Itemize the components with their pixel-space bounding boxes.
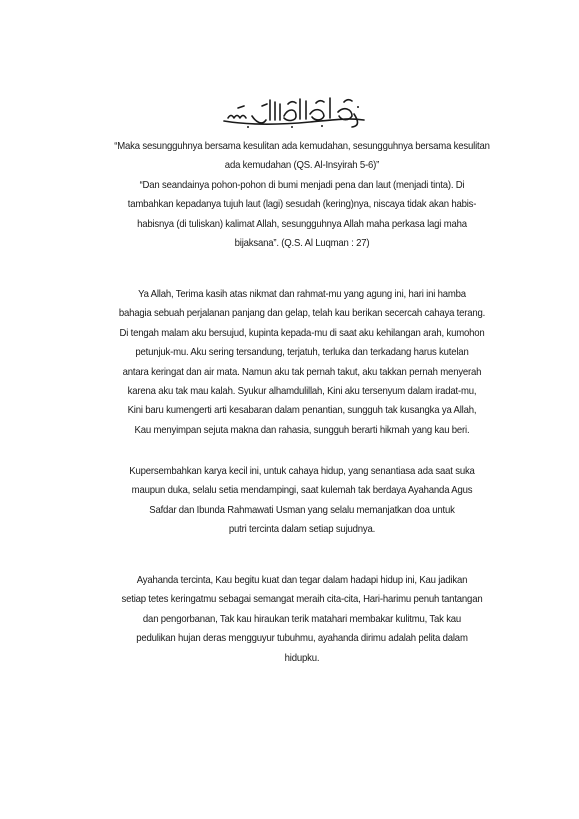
basmala-calligraphy-icon (218, 94, 368, 132)
quote-line: bijaksana”. (Q.S. Al Luqman : 27) (234, 238, 370, 250)
paragraph-line: maupun duka, selalu setia mendampingi, saat kulemah tak berdaya Ayahanda Agus (131, 485, 473, 497)
paragraph-line: antara keringat dan air mata. Namun aku tak pernah takut, aku takkan pernah menyerah (122, 366, 482, 378)
paragraph-line: Kau menyimpan sejuta makna dan rahasia, sungguh berarti hikmah yang kau beri. (134, 424, 470, 436)
paragraph-line: putri tercinta dalam setiap sujudnya. (228, 524, 376, 536)
paragraph-line: pedulikan hujan deras mengguyur tubuhmu, ayahanda dirimu adalah pelita dalam (136, 633, 468, 645)
paragraph-line: hidupku. (284, 652, 320, 664)
paragraph-line: karena aku tak mau kalah. Syukur alhamdulillah, Kini aku tersenyum dalam iradat-mu, (127, 386, 477, 398)
paragraph-line: Safdar dan Ibunda Rahmawati Usman yang selalu memanjatkan doa untuk (149, 504, 455, 516)
paragraph-line: setiap tetes keringatmu sebagai semangat meraih cita-cita, Hari-harimu penuh tantangan (121, 594, 483, 606)
paragraph-gratitude (109, 285, 495, 440)
paragraph-line: Kini baru kumengerti arti kesabaran dalam penantian, sungguh tak kusangka ya Allah, (127, 405, 477, 417)
quote-line: “Dan seandainya pohon-pohon di bumi menjadi pena dan laut (menjadi tinta). Di (139, 179, 465, 191)
quote-line: “Maka sesungguhnya bersama kesulitan ada kemudahan, sesungguhnya bersama kesulitan (114, 141, 490, 152)
quotes-block (109, 137, 495, 253)
paragraph-line: bahagia sebuah perjalanan panjang dan gelap, telah kau berikan secercah cahaya terang. (118, 308, 486, 320)
paragraph-line: Ya Allah, Terima kasih atas nikmat dan rahmat-mu yang agung ini, hari ini hamba (138, 289, 466, 300)
quote-line: ada kemudahan (QS. Al-Insyirah 5-6)” (224, 160, 380, 172)
paragraph-dedication (109, 462, 495, 540)
paragraph-line: petunjuk-mu. Aku sering tersandung, terjatuh, terluka dan terkadang harus kutelan (135, 347, 469, 359)
paragraph-line: dan pengorbanan, Tak kau hiraukan terik matahari membakar kulitmu, Tak kau (142, 613, 462, 625)
quote-line: tambahkan kepadanya tujuh laut (lagi) sesudah (kering)nya, niscaya tidak akan habis- (127, 199, 477, 211)
paragraph-line: Di tengah malam aku bersujud, kupinta kepada-mu di saat aku kehilangan arah, kumohon (119, 327, 485, 339)
paragraph-line: Ayahanda tercinta, Kau begitu kuat dan tegar dalam hadapi hidup ini, Kau jadikan (136, 575, 468, 586)
paragraph-line: Kupersembahkan karya kecil ini, untuk cahaya hidup, yang senantiasa ada saat suka (129, 466, 475, 477)
paragraph-father (109, 571, 495, 668)
quote-line: habisnya (di tuliskan) kalimat Allah, sesungguhnya Allah maha perkasa lagi maha (137, 218, 467, 230)
